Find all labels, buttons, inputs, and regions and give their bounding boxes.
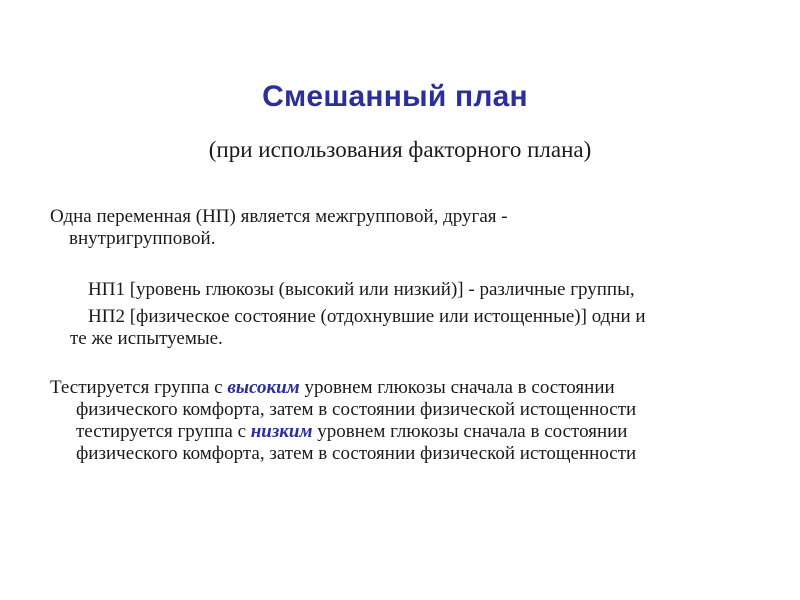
testing-line1 [50, 377, 615, 398]
np2-line: НП2 [физическое состояние (отдохнувшие или истощенные)] одни и [88, 306, 646, 327]
testing-line1-pre: Тестируется группа с [50, 377, 228, 398]
paragraph-testing [50, 377, 770, 465]
paragraph-variables-line2: внутригрупповой. [69, 228, 216, 249]
testing-line1-post: уровнем глюкозы сначала в состоянии [299, 377, 615, 398]
slide-title: Смешанный план [262, 80, 528, 113]
testing-line4: физического комфорта, затем в состоянии физической истощенности [76, 443, 637, 464]
testing-line3-post: уровнем глюкозы сначала в состоянии [312, 421, 628, 442]
np2-continuation: те же испытуемые. [70, 328, 223, 349]
paragraph-np [70, 279, 770, 350]
testing-line3-pre: тестируется группа с [76, 421, 251, 442]
slide-subtitle: (при использования факторного плана) [208, 137, 592, 162]
paragraph-variables [50, 206, 610, 250]
emphasis-low: низким [250, 421, 313, 442]
testing-line2: физического комфорта, затем в состоянии физической истощенности [76, 399, 637, 420]
np1-line: НП1 [уровень глюкозы (высокий или низкий)] - различные группы, [88, 279, 635, 300]
emphasis-high: высоким [227, 377, 300, 398]
paragraph-variables-line1: Одна переменная (НП) является межгрупповой, другая - [50, 206, 508, 227]
testing-line3 [50, 421, 770, 443]
